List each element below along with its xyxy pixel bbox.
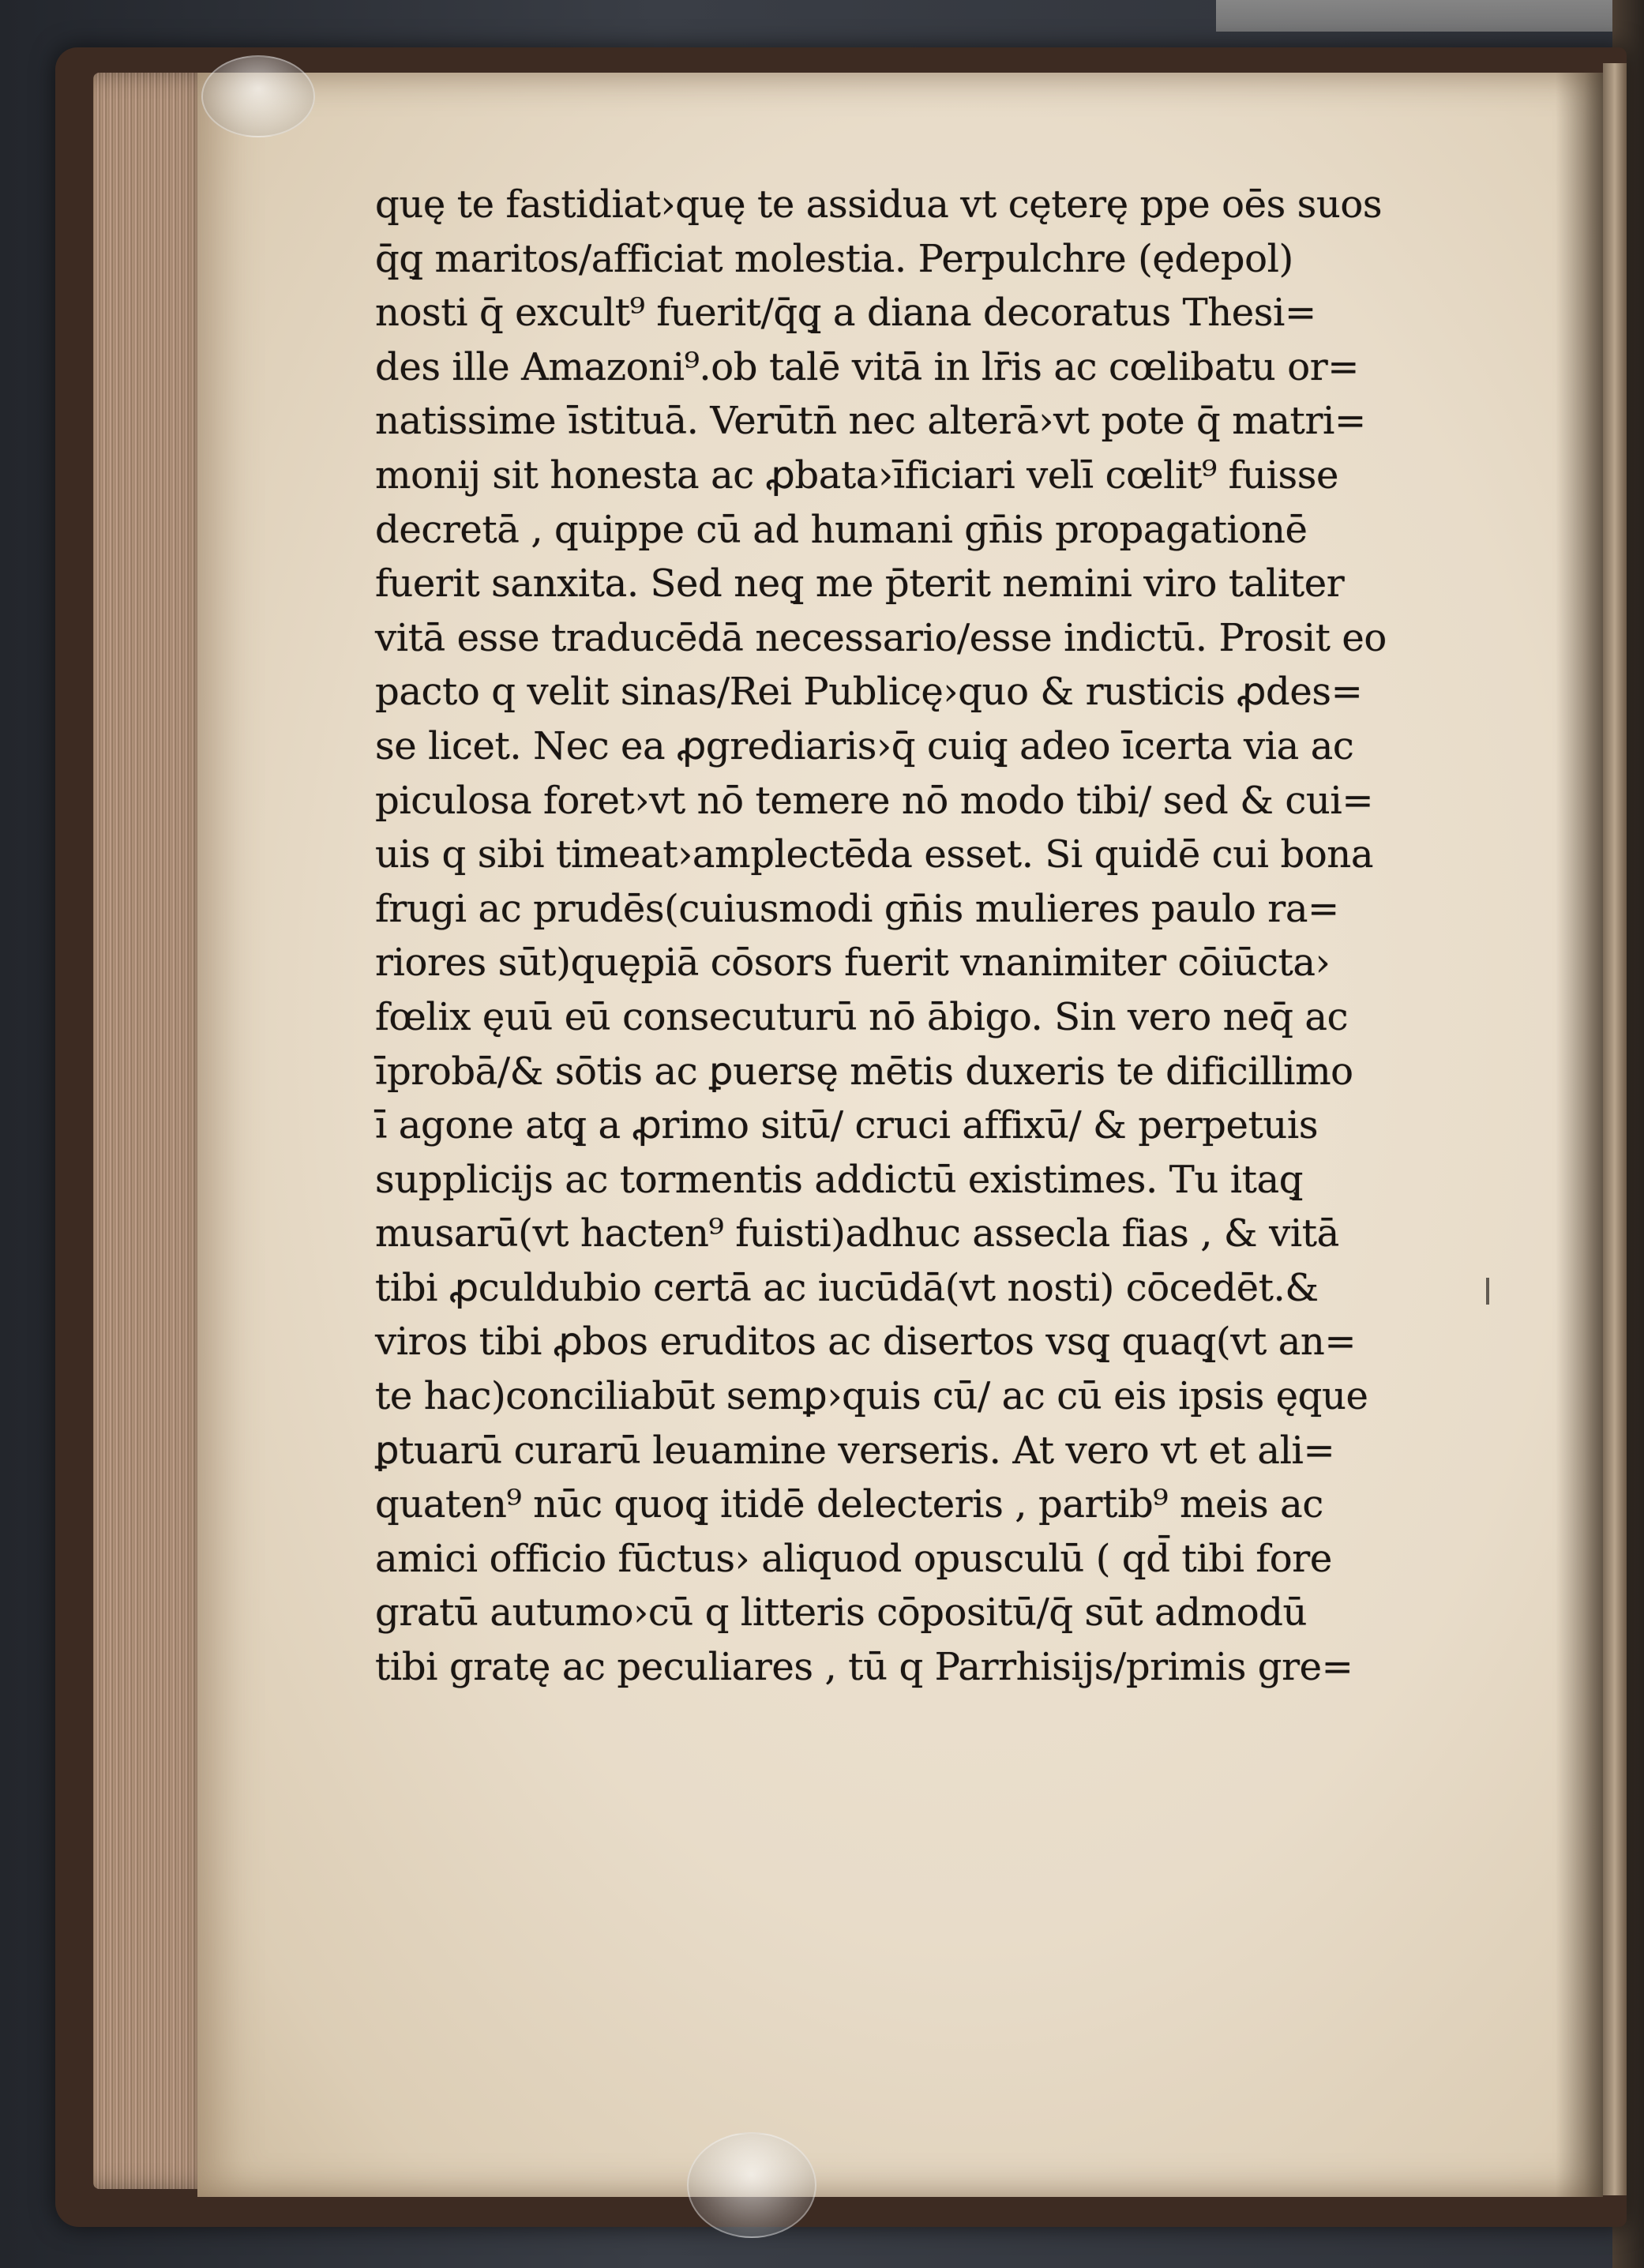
text-line: musarū(vt hacten⁹ fuisti)adhuc assecla fias , & vitā — [375, 1211, 1339, 1256]
text-line: gratū autumo›cū q litteris cōpositū/q̄ sūt admodū — [375, 1590, 1308, 1635]
text-line: supplicijs ac tormentis addictū existimes. Tu itaq̧ — [375, 1157, 1304, 1202]
text-line: ī agone atq̧ a ꝓrimo sitū/ cruci affixū/ & perpetuis — [375, 1103, 1319, 1148]
text-line: ꝑtuarū curarū leuamine verseris. At vero vt et ali= — [375, 1428, 1335, 1473]
text-line: riores sūt)quępiā cōsors fuerit vnanimiter cōiūcta› — [375, 941, 1331, 986]
text-line: fœlix ęuū eū consecuturū nō ābigo. Sin vero neq̄ ac — [375, 994, 1349, 1039]
page-weight-bottom — [687, 2132, 816, 2238]
text-line: monij sit honesta ac ꝓbata›īficiari velī cœlit⁹ fuisse — [375, 452, 1338, 498]
gutter-shadow — [1556, 73, 1603, 2197]
text-line: quę te fastidiat›quę te assidua vt cęterę ppe oēs suos — [375, 182, 1383, 227]
text-line: pacto q velit sinas/Rei Publicę›quo & rusticis ꝓdes= — [375, 670, 1363, 715]
text-line: amici officio fūctus› aliquod opusculū ( qd̄ tibi fore — [375, 1536, 1332, 1581]
margin-mark — [1486, 1278, 1489, 1305]
text-line: se licet. Nec ea ꝓgrediaris›q̄ cuiq̧ adeo īcerta via ac — [375, 723, 1354, 768]
text-line: vitā esse traducēdā necessario/esse indictū. Prosit eo — [375, 615, 1387, 660]
text-line: decretā , quippe cū ad humani gn̄is propagationē — [375, 507, 1308, 552]
text-line: te hac)conciliabūt semꝑ›quis cū/ ac cū eis ipsis ęque — [375, 1374, 1368, 1419]
text-line: tibi ꝓculdubio certā ac iucūdā(vt nosti) cōcedēt.& — [375, 1265, 1319, 1310]
text-line: piculosa foret›vt nō temere nō modo tibi/ sed & cui= — [375, 778, 1374, 823]
text-line: des ille Amazoni⁹.ob talē vitā in lr̄is ac cœlibatu or= — [375, 344, 1360, 389]
text-line: q̄q̧ maritos/afficiat molestia. Perpulchre (ędepol) — [375, 236, 1293, 281]
text-line: nosti q̄ excult⁹ fuerit/q̄q̧ a diana decoratus Thesi= — [375, 291, 1316, 336]
text-line: īprobā/& sōtis ac ꝑuersę mētis duxeris te dificillimo — [375, 1049, 1353, 1094]
text-line: tibi gratę ac peculiares , tū q Parrhisijs/primis gre= — [375, 1645, 1353, 1690]
cover-strip — [1216, 0, 1644, 32]
page-weight-top — [201, 55, 315, 137]
text-line: fuerit sanxita. Sed neq̧ me p̄terit nemini viro taliter — [375, 561, 1345, 606]
text-line: uis q sibi timeat›amplectēda esset. Si quidē cui bona — [375, 832, 1374, 877]
text-line: natissime īstituā. Verūtn̄ nec alterā›vt pote q̄ matri= — [375, 399, 1366, 444]
text-block — [375, 178, 1481, 1695]
text-line: viros tibi ꝓbos eruditos ac disertos vsq̧ quaq̧(vt an= — [375, 1320, 1357, 1365]
facing-page-edge — [1603, 63, 1627, 2195]
text-line: frugi ac prudēs(cuiusmodi gn̄is mulieres paulo ra= — [375, 886, 1339, 931]
text-line: quaten⁹ nūc quoq̧ itidē delecteris , partib⁹ meis ac — [375, 1482, 1323, 1527]
